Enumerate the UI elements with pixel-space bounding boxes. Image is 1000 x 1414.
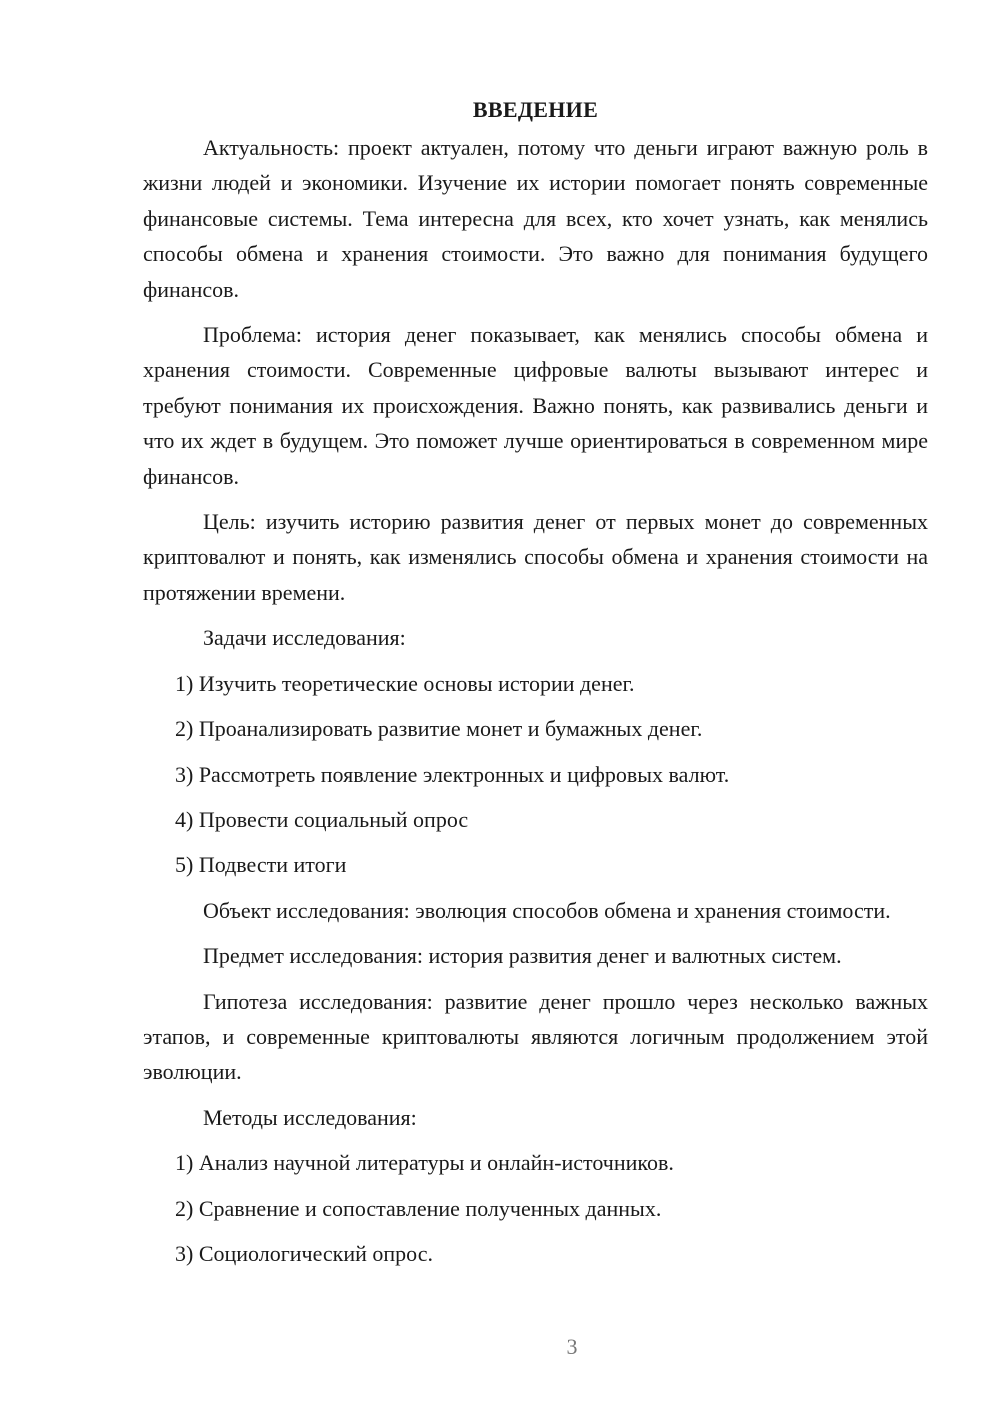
object-paragraph: Объект исследования: эволюция способов обмена и хранения стоимости. bbox=[203, 897, 891, 923]
relevance-paragraph: Актуальность: проект актуален, потому что деньги играют важную роль в жизни людей и экономики. Изучение их истории помогает понять современные финансовые системы. Тема интересна для всех, кто хочет узнать, как менялись способы обмена и хранения стоимости. Это важно для понимания будущего финансов. bbox=[143, 135, 928, 302]
task-item: 3) Рассмотреть появление электронных и цифровых валют. bbox=[175, 761, 730, 787]
page-number: 3 bbox=[566, 1334, 578, 1359]
goal-paragraph: Цель: изучить историю развития денег от первых монет до современных криптовалют и понять, как изменялись способы обмена и хранения стоимости на протяжении времени. bbox=[143, 509, 928, 605]
section-heading: ВВЕДЕНИЕ bbox=[472, 97, 599, 122]
problem-paragraph: Проблема: история денег показывает, как менялись способы обмена и хранения стоимости. Современные цифровые валюты вызывают интерес и требуют понимания их происхождения. Важно понять, как развивались деньги и что их ждет в будущем. Это поможет лучше ориентироваться в современном мире финансов. bbox=[143, 322, 928, 489]
task-item: 2) Проанализировать развитие монет и бумажных денег. bbox=[175, 716, 703, 742]
tasks-list bbox=[143, 666, 928, 883]
method-item: 2) Сравнение и сопоставление полученных данных. bbox=[175, 1195, 662, 1221]
task-item: 4) Провести социальный опрос bbox=[175, 806, 469, 832]
task-item: 5) Подвести итоги bbox=[175, 852, 347, 878]
task-item: 1) Изучить теоретические основы истории денег. bbox=[175, 670, 635, 696]
methods-list bbox=[143, 1145, 928, 1271]
page-content bbox=[143, 92, 928, 1281]
method-item: 3) Социологический опрос. bbox=[175, 1240, 433, 1266]
hypothesis-paragraph: Гипотеза исследования: развитие денег прошло через несколько важных этапов, и современные криптовалюты являются логичным продолжением этой эволюции. bbox=[143, 988, 928, 1085]
methods-label: Методы исследования: bbox=[203, 1104, 417, 1130]
method-item: 1) Анализ научной литературы и онлайн-источников. bbox=[175, 1150, 674, 1176]
tasks-label: Задачи исследования: bbox=[203, 625, 406, 651]
subject-paragraph: Предмет исследования: история развития денег и валютных систем. bbox=[203, 943, 842, 969]
